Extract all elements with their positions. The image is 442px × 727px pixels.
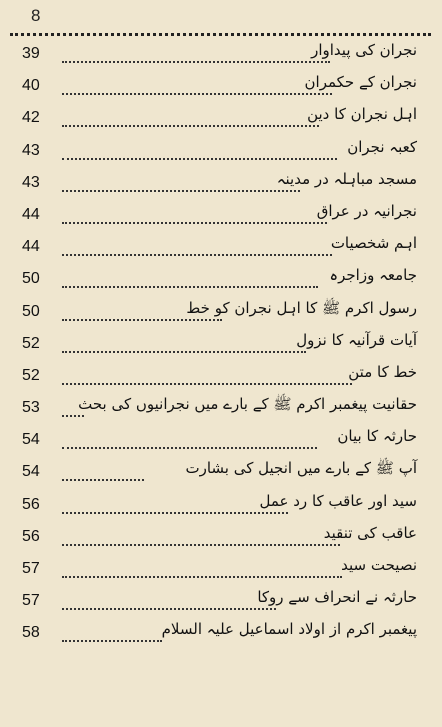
toc-leader <box>62 512 288 514</box>
toc-title: آیات قرآنیہ کا نزول <box>296 330 417 349</box>
toc-title: حارثہ کا بیان <box>337 427 417 446</box>
toc-leader <box>62 640 162 642</box>
toc-title: خط کا متن <box>348 362 417 381</box>
toc-page-number: 43 <box>22 173 40 191</box>
toc-entry <box>0 490 442 522</box>
toc-title: عاقب کی تنقید <box>323 523 417 542</box>
toc-page-number: 52 <box>22 334 40 352</box>
toc-entry <box>0 425 442 457</box>
toc-title: اہل نجران کا دین <box>307 105 417 124</box>
toc-leader <box>62 254 332 256</box>
toc-title: نجرانیہ در عراق <box>316 201 417 220</box>
toc-leader <box>62 351 306 353</box>
toc-entry <box>0 457 442 489</box>
toc-entry <box>0 136 442 168</box>
toc-title: کعبہ نجران <box>347 137 417 156</box>
toc-entry <box>0 103 442 135</box>
toc-leader <box>62 608 276 610</box>
toc-page-number: 50 <box>22 302 40 320</box>
toc-entry <box>0 200 442 232</box>
toc-title: حقانیت پیغمبر اکرم ﷺ کے بارے میں نجرانیوں کی بحث <box>78 395 417 414</box>
toc-entry <box>0 297 442 329</box>
toc-page-number: 56 <box>22 527 40 545</box>
toc-page-number: 50 <box>22 270 40 288</box>
toc-title: آپ ﷺ کے بارے میں انجیل کی بشارت <box>185 459 417 478</box>
toc-page-number: 42 <box>22 109 40 127</box>
toc-entry <box>0 168 442 200</box>
toc-title: پیغمبر اکرم از اولاد اسماعیل علیہ السلام <box>161 620 417 639</box>
toc-page-number: 39 <box>22 45 40 62</box>
toc-entry <box>0 264 442 296</box>
toc-entry <box>0 554 442 586</box>
toc-entry <box>0 329 442 361</box>
toc-entry <box>0 393 442 425</box>
toc-page-number: 57 <box>22 560 40 577</box>
toc-entry <box>0 361 442 393</box>
toc-page-number: 43 <box>22 141 40 159</box>
toc-page-number: 53 <box>22 399 40 417</box>
toc-page-number: 54 <box>22 431 40 449</box>
toc-leader <box>62 125 319 127</box>
toc-leader <box>62 576 342 578</box>
toc-entry <box>0 586 442 618</box>
toc-entry <box>0 618 442 650</box>
toc-title: نجران کے حکمران <box>304 73 417 92</box>
toc-leader <box>62 479 144 481</box>
toc-entry <box>0 522 442 554</box>
toc-title: سید اور عاقب کا رد عمل <box>259 491 417 510</box>
toc-leader <box>62 158 337 160</box>
toc-leader <box>62 190 300 192</box>
toc-entry <box>0 71 442 103</box>
toc-entry <box>0 232 442 264</box>
toc-leader <box>62 222 327 224</box>
toc-entry <box>0 39 442 71</box>
toc-page-number: 40 <box>22 77 40 95</box>
toc-page-number: 54 <box>22 463 40 481</box>
toc-leader <box>62 447 317 449</box>
toc-leader <box>62 383 352 385</box>
toc-page-number: 44 <box>22 205 40 223</box>
toc-leader <box>62 61 330 63</box>
page-number: 8 <box>31 6 41 25</box>
toc-page-number: 56 <box>22 495 40 513</box>
toc-title: اہم شخصیات <box>330 234 417 253</box>
toc-page-number: 44 <box>22 238 40 256</box>
header-divider <box>10 33 431 36</box>
toc-title: نصیحت سید <box>341 556 417 574</box>
toc-leader <box>62 544 340 546</box>
toc-page-number: 58 <box>22 624 40 642</box>
toc-title: جامعہ وزاجرہ <box>329 266 417 285</box>
toc-page-number: 57 <box>22 592 40 610</box>
toc-title: نجران کی پیداوار <box>311 41 417 59</box>
toc-page-number: 52 <box>22 366 40 384</box>
toc-leader <box>62 93 332 95</box>
toc-title: رسول اکرم ﷺ کا اہل نجران کو خط <box>186 298 417 317</box>
toc-title: مسجد مباہلہ در مدینہ <box>276 169 417 188</box>
toc-leader <box>62 286 318 288</box>
toc-title: حارثہ نے انحراف سے روکا <box>257 588 417 607</box>
table-of-contents <box>0 39 442 651</box>
